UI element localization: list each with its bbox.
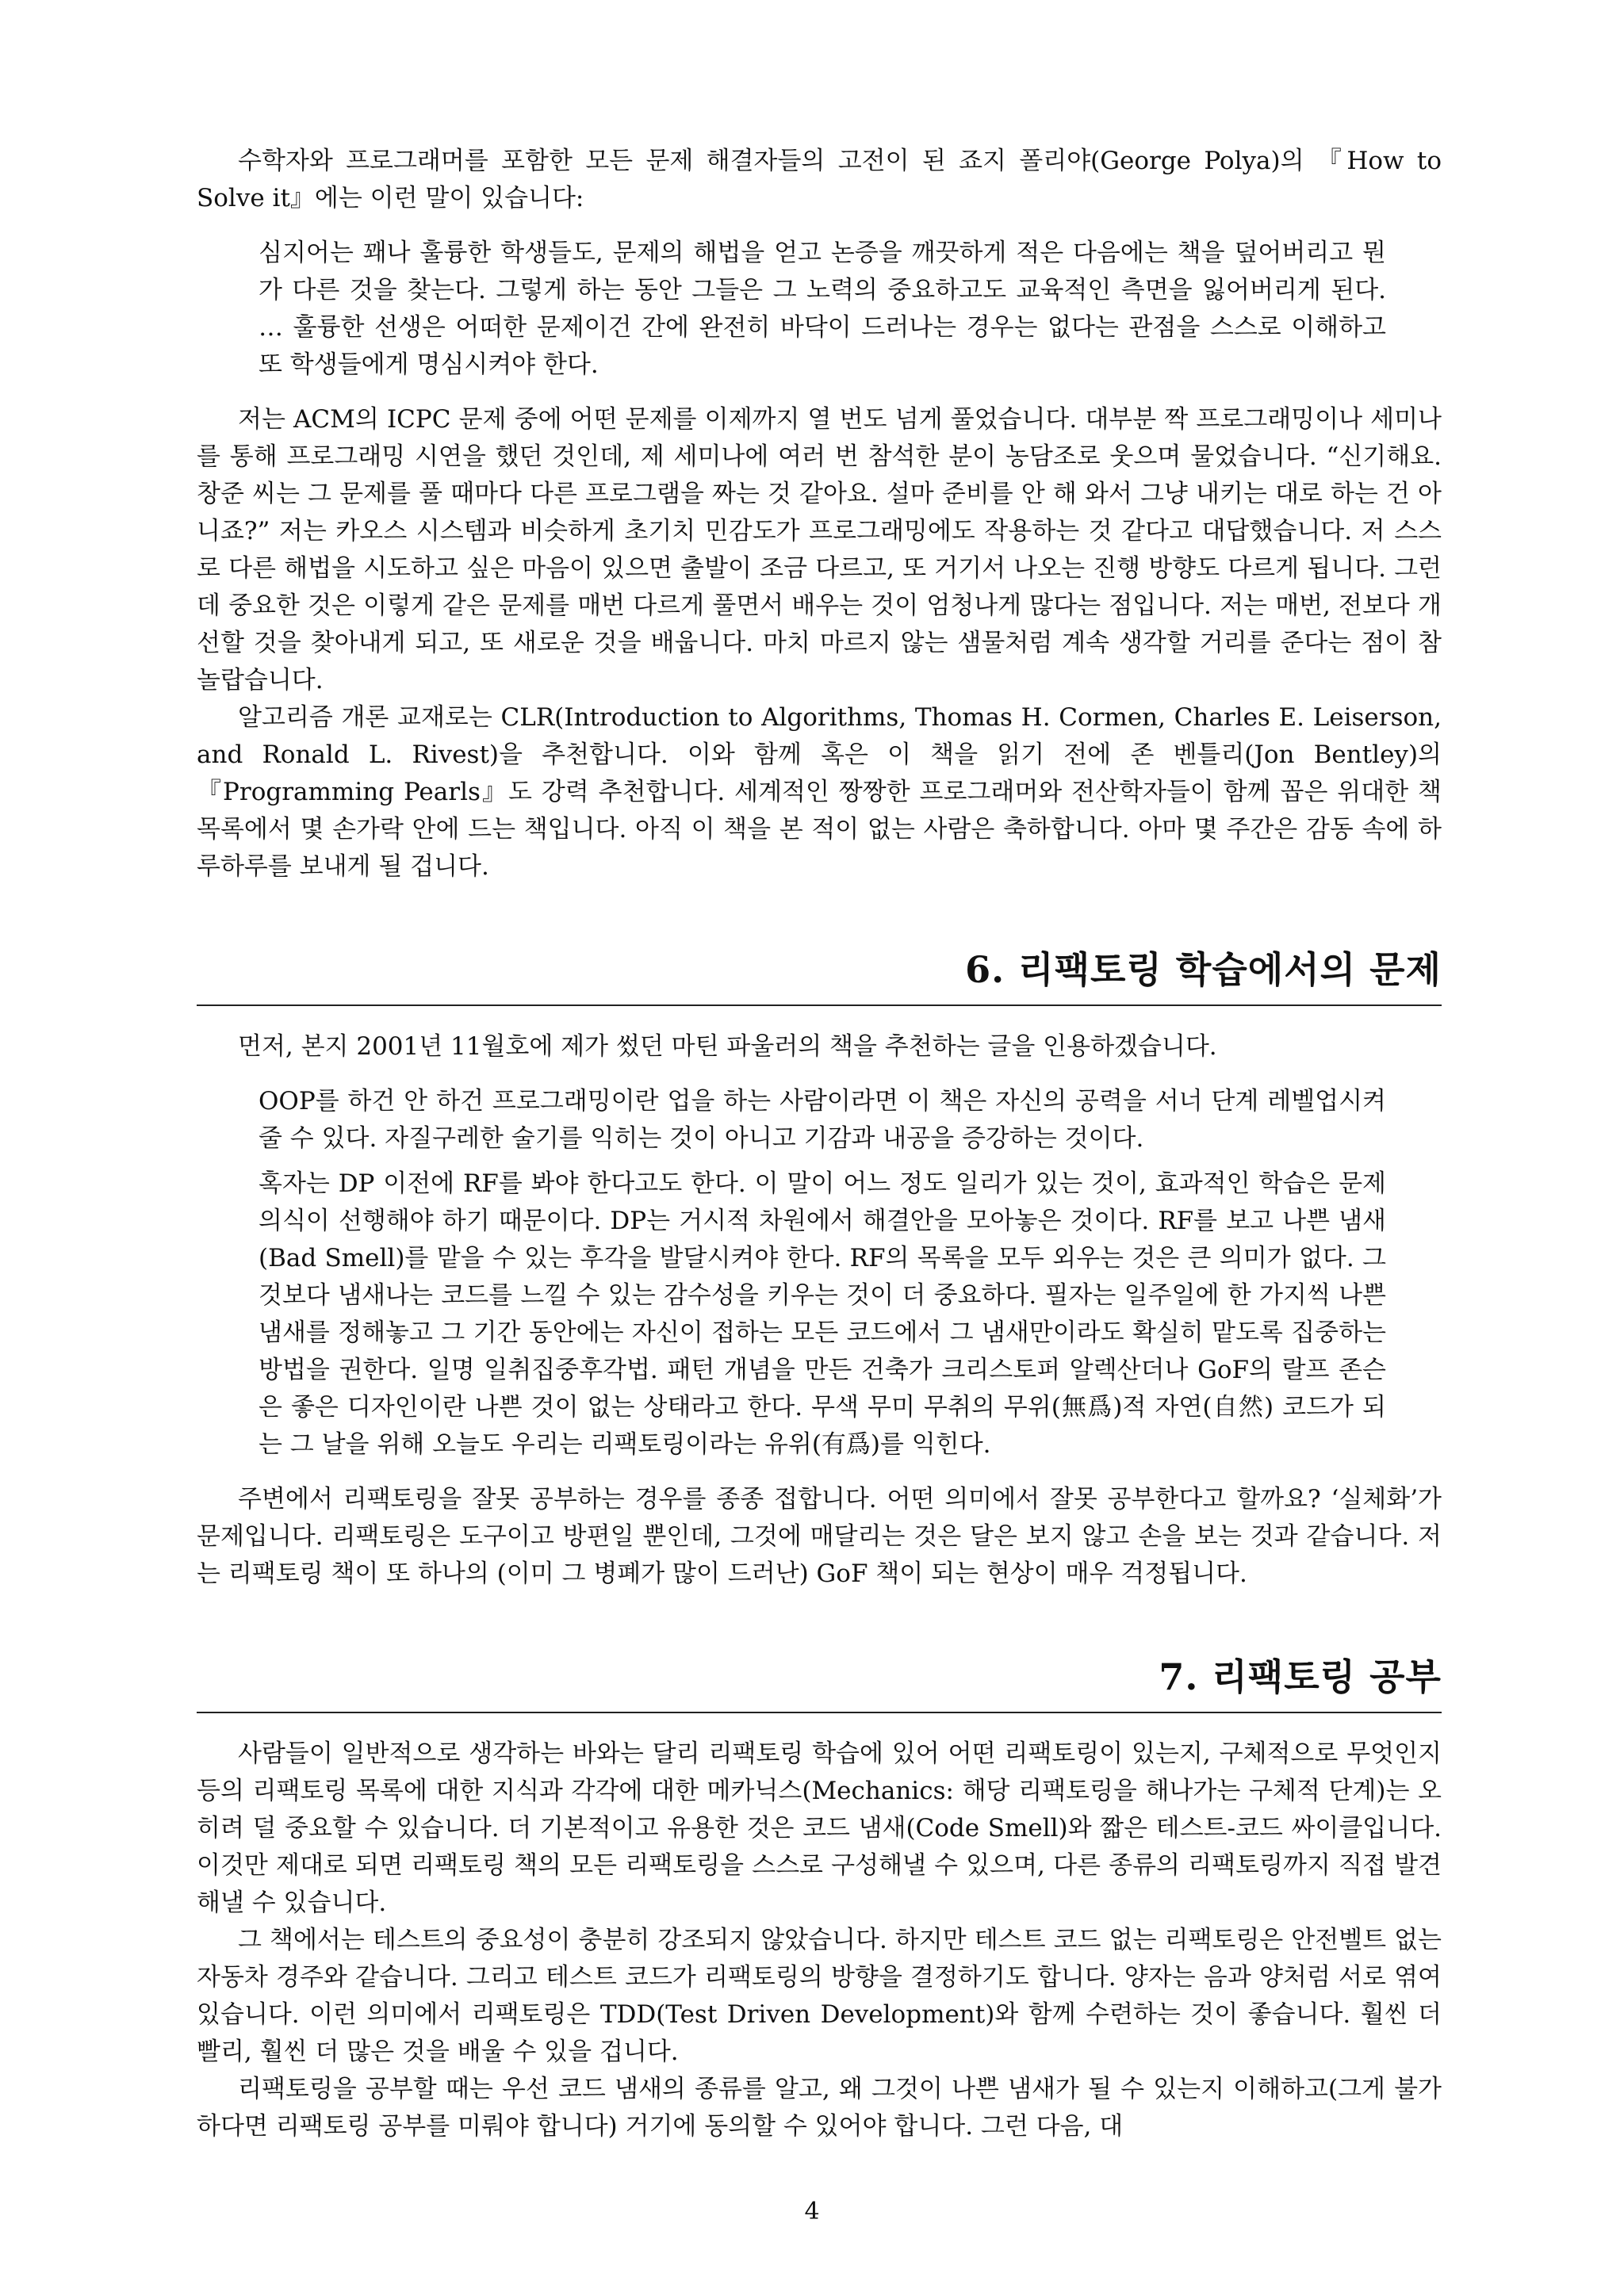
fowler-review-quote [259, 1083, 1386, 1464]
intro-paragraph-2: 저는 ACM의 ICPC 문제 중에 어떤 문제를 이제까지 열 번도 넘게 풀었습니다. 대부분 짝 프로그래밍이나 세미나를 통해 프로그래밍 시연을 했던 것인데, 제 세미나에 여러 번 참석한 분이 농담조로 웃으며 물었습니다. “신기해요. 창준 씨는 그 문제를 풀 때마다 다른 프로그램을 짜는 것 같아요. 설마 준비를 안 해 와서 그냥 내키는 대로 하는 건 아니죠?” 저는 카오스 시스템과 비슷하게 초기치 민감도가 프로그래밍에도 작용하는 것 같다고 대답했습니다. 저 스스로 다른 해법을 시도하고 싶은 마음이 있으면 출발이 조금 다르고, 또 거기서 나오는 진행 방향도 다르게 됩니다. 그런데 중요한 것은 이렇게 같은 문제를 매번 다르게 풀면서 배우는 것이 엄청나게 많다는 점입니다. 저는 매번, 전보다 개선할 것을 찾아내게 되고, 또 새로운 것을 배웁니다. 마치 마르지 않는 샘물처럼 계속 생각할 거리를 준다는 점이 참 놀랍습니다. [197, 405, 1442, 695]
page-body [197, 143, 1442, 2145]
section-7-paragraph-1: 사람들이 일반적으로 생각하는 바와는 달리 리팩토링 학습에 있어 어떤 리팩토링이 있는지, 구체적으로 무엇인지 등의 리팩토링 목록에 대한 지식과 각각에 대한 메카닉스(Mechanics: 해당 리팩토링을 해나가는 구체적 단계)는 오히려 덜 중요할 수 있습니다. 더 기본적이고 유용한 것은 코드 냄새(Code Smell)와 짧은 테스트-코드 싸이클입니다. 이것만 제대로 되면 리팩토링 책의 모든 리팩토링을 스스로 구성해낼 수 있으며, 다른 종류의 리팩토링까지 직접 발견해낼 수 있습니다. [197, 1739, 1442, 1917]
intro-paragraph-3: 알고리즘 개론 교재로는 CLR(Introduction to Algorithms, Thomas H. Cormen, Charles E. Leiserson, and Ronald L. Rivest)을 추천합니다. 이와 함께 혹은 이 책을 읽기 전에 존 벤틀리(Jon Bentley)의 『Programming Pearls』도 강력 추천합니다. 세계적인 짱짱한 프로그래머와 전산학자들이 함께 꼽은 위대한 책 목록에서 몇 손가락 안에 드는 책입니다. 아직 이 책을 본 적이 없는 사람은 축하합니다. 아마 몇 주간은 감동 속에 하루하루를 보내게 될 겁니다. [197, 703, 1442, 881]
section-7-header [197, 1648, 1442, 1713]
section-6-header [197, 941, 1442, 1006]
section-7-paragraph-3: 리팩토링을 공부할 때는 우선 코드 냄새의 종류를 알고, 왜 그것이 나쁜 냄새가 될 수 있는지 이해하고(그게 불가하다면 리팩토링 공부를 미뤄야 합니다) 거기에 동의할 수 있어야 합니다. 그런 다음, 대 [197, 2075, 1442, 2141]
section-6-title: 6. 리팩토링 학습에서의 문제 [965, 948, 1442, 991]
fowler-review-quote-1: OOP를 하건 안 하건 프로그래밍이란 업을 하는 사람이라면 이 책은 자신의 공력을 서너 단계 레벨업시켜줄 수 있다. 자질구레한 술기를 익히는 것이 아니고 기감과 내공을 증강하는 것이다. [259, 1087, 1386, 1153]
section-6-paragraph-1: 먼저, 본지 2001년 11월호에 제가 썼던 마틴 파울러의 책을 추천하는 글을 인용하겠습니다. [238, 1032, 1217, 1061]
fowler-review-quote-2: 혹자는 DP 이전에 RF를 봐야 한다고도 한다. 이 말이 어느 정도 일리가 있는 것이, 효과적인 학습은 문제의식이 선행해야 하기 때문이다. DP는 거시적 차원에서 해결안을 모아놓은 것이다. RF를 보고 나쁜 냄새(Bad Smell)를 맡을 수 있는 후각을 발달시켜야 한다. RF의 목록을 모두 외우는 것은 큰 의미가 없다. 그것보다 냄새나는 코드를 느낄 수 있는 감수성을 키우는 것이 더 중요하다. 필자는 일주일에 한 가지씩 나쁜 냄새를 정해놓고 그 기간 동안에는 자신이 접하는 모든 코드에서 그 냄새만이라도 확실히 맡도록 집중하는 방법을 권한다. 일명 일취집중후각법. 패턴 개념을 만든 건축가 크리스토퍼 알렉산더나 GoF의 랄프 존슨은 좋은 디자인이란 나쁜 것이 없는 상태라고 한다. 무색 무미 무취의 무위(無爲)적 자연(自然) 코드가 되는 그 날을 위해 오늘도 우리는 리팩토링이라는 유위(有爲)를 익힌다. [259, 1169, 1386, 1459]
polya-quote [259, 235, 1386, 384]
section-7-title: 7. 리팩토링 공부 [1159, 1655, 1442, 1698]
intro-paragraph-1: 수학자와 프로그래머를 포함한 모든 문제 해결자들의 고전이 된 죠지 폴리야(George Polya)의 『How to Solve it』에는 이런 말이 있습니다: [197, 147, 1442, 212]
page-number: 4 [804, 2198, 820, 2225]
section-6-paragraph-2: 주변에서 리팩토링을 잘못 공부하는 경우를 종종 접합니다. 어떤 의미에서 잘못 공부한다고 할까요? ‘실체화’가 문제입니다. 리팩토링은 도구이고 방편일 뿐인데, 그것에 매달리는 것은 달은 보지 않고 손을 보는 것과 같습니다. 저는 리팩토링 책이 또 하나의 (이미 그 병폐가 많이 드러난) GoF 책이 되는 현상이 매우 걱정됩니다. [197, 1485, 1442, 1588]
section-7-paragraph-2: 그 책에서는 테스트의 중요성이 충분히 강조되지 않았습니다. 하지만 테스트 코드 없는 리팩토링은 안전벨트 없는 자동차 경주와 같습니다. 그리고 테스트 코드가 리팩토링의 방향을 결정하기도 합니다. 양자는 음과 양처럼 서로 엮여 있습니다. 이런 의미에서 리팩토링은 TDD(Test Driven Development)와 함께 수련하는 것이 좋습니다. 훨씬 더 빨리, 훨씬 더 많은 것을 배울 수 있을 겁니다. [197, 1926, 1442, 2066]
polya-quote-text: 심지어는 꽤나 훌륭한 학생들도, 문제의 해법을 얻고 논증을 깨끗하게 적은 다음에는 책을 덮어버리고 뭔가 다른 것을 찾는다. 그렇게 하는 동안 그들은 그 노력의 중요하고도 교육적인 측면을 잃어버리게 된다. … 훌륭한 선생은 어떠한 문제이건 간에 완전히 바닥이 드러나는 경우는 없다는 관점을 스스로 이해하고 또 학생들에게 명심시켜야 한다. [259, 239, 1386, 379]
